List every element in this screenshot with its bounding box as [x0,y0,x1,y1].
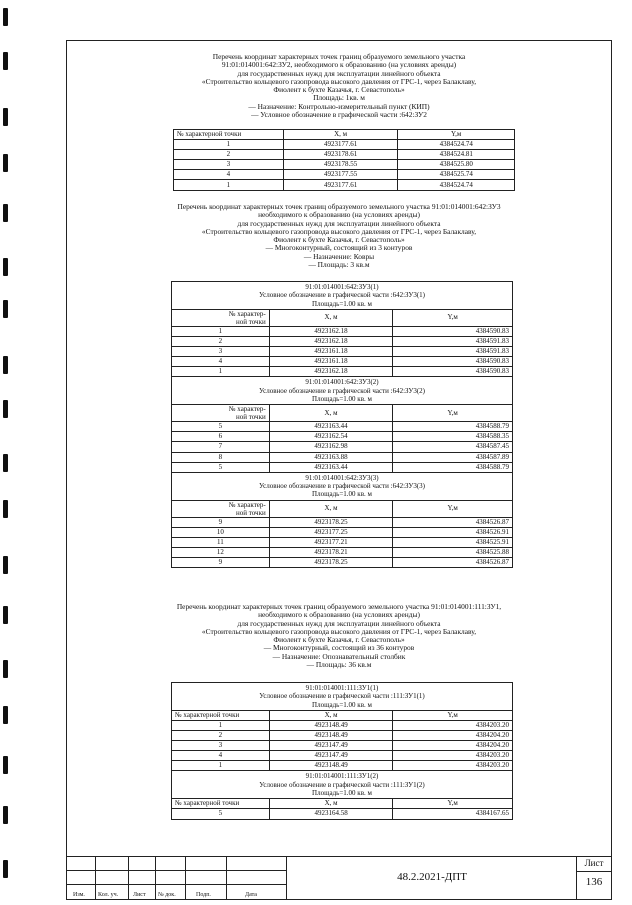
title-block [67,856,611,899]
table-row: 1 4923162.18 4384590.83 [172,326,513,336]
section3-header [67,603,611,669]
table-row: 9 4923178.25 4384526.87 [172,517,513,527]
area-line: Площадь: 1кв. м [313,93,365,103]
table-row: 3 4923161.18 4384591.83 [172,347,513,357]
sheet-label: Лист [584,858,604,868]
header-x: X, м [283,130,398,140]
table-row: 12 4923178.21 4384525.88 [172,547,513,557]
sheet-number: 136 [585,876,603,888]
purpose-line: — Назначение: Контрольно-измерительный пункт (КИП) [248,101,430,111]
heading-line: для государственных нужд для эксплуатации линейного объекта [237,68,441,78]
table-row: 3 4923147.49 4384204.20 [172,741,513,751]
heading-line: для государственных нужд для эксплуатации линейного объекта [237,218,441,228]
heading-line: Перечень координат характерных точек границ образуемого земельного участка [212,52,466,61]
contour-head: 91:01:014001:111:ЗУ1(1) Условное обозначение в графической части :111:ЗУ1(1) Площадь=1.00 кв. м [172,683,513,711]
header-point: № характер- ной точки [172,309,270,326]
header-x: X, м [269,405,393,422]
heading-line: 91:01:014001:642:ЗУ2, необходимого к образованию (на условиях аренды) [221,60,457,70]
header-y: Y,м [393,405,513,422]
table-row: 5 4923163.44 4384588.79 [172,462,513,472]
heading-line: необходимого к образованию (на условиях аренды) [258,610,420,620]
heading-line: «Строительство кольцевого газопровода высокого давления от ГРС-1, через Балаклаву, [201,76,477,86]
table-row: 5 4923164.58 4384167.65 [172,809,513,819]
header-y: Y,м [393,710,513,720]
multicontour-line: — Многоконтурный, состоящий из 3 контуров [265,243,413,253]
heading-line: для государственных нужд для эксплуатации линейного объекта [237,618,441,628]
table-row: 1 4923148.49 4384203.20 [172,761,513,771]
heading-line: «Строительство кольцевого газопровода высокого давления от ГРС-1, через Балаклаву, [201,626,477,636]
table-row: 6 4923162.54 4384588.35 [172,432,513,442]
stamp-label-list: Лист [133,892,146,898]
header-point: № характерной точки [172,799,270,809]
heading-line: Перечень координат характерных точек границ образуемого земельного участка 91:01:014001:111:ЗУ1, [176,602,502,611]
stamp-label-izm: Изм. [73,892,85,898]
purpose-line: — Назначение: Опознавательный столбик [272,651,406,661]
table-row: 1 4923177.61 4384524.74 [174,140,515,150]
purpose-line: — Назначение: Ковры [303,251,375,261]
table-row: 4 4923147.49 4384203.20 [172,751,513,761]
table-row: 9 4923178.25 4384526.87 [172,557,513,567]
table-row: 1 4923148.49 4384203.20 [172,720,513,730]
coordinates-table-zu3 [171,281,513,568]
multicontour-line: — Многоконтурный, состоящий из 36 контуров [263,643,415,653]
heading-line: Фиолент к бухте Казачья, г. Севастополь» [273,235,405,245]
header-y: Y,м [398,130,515,140]
area-line: — Площадь: 36 кв.м [306,660,372,670]
stamp-label-kol-uch: Кол. уч. [98,892,119,898]
area-line: — Площадь: 3 кв.м [308,260,370,270]
header-x: X, м [269,309,393,326]
table-row: 4 4923177.55 4384525.74 [174,170,515,180]
stamp-label-date: Дата [245,892,257,898]
header-y: Y,м [393,500,513,517]
header-point: № характерной точки [172,710,270,720]
table-row: 11 4923177.21 4384525.91 [172,537,513,547]
table-row: 3 4923178.55 4384525.80 [174,160,515,170]
header-x: X, м [269,500,393,517]
table-row: 10 4923177.25 4384526.91 [172,527,513,537]
coordinates-table-zu1 [171,682,513,820]
header-point: № характер- ной точки [172,405,270,422]
heading-line: Перечень координат характерных точек границ образуемого земельного участка 91:01:014001:642:ЗУ3 [177,202,501,211]
table-row: 7 4923162.98 4384587.45 [172,442,513,452]
table-row: 8 4923163.88 4384587.89 [172,452,513,462]
stamp-label-signature: Подп. [196,892,211,898]
table-row: 4 4923161.18 4384590.83 [172,357,513,367]
section1-header [67,53,611,119]
header-point: № характер- ной точки [172,500,270,517]
table-row: 2 4923162.18 4384591.83 [172,336,513,346]
contour-head: 91:01:014001:642:ЗУ3(1) Условное обозначение в графической части :642:ЗУ3(1) Площадь=1.00 кв. м [172,282,513,310]
table-row: 1 4923177.61 4384524.74 [174,180,515,190]
document-code: 48.2.2021-ДПТ [397,871,467,883]
heading-line: Фиолент к бухте Казачья, г. Севастополь» [273,635,405,645]
table-row: 2 4923148.49 4384204.20 [172,731,513,741]
header-point: № характерной точки [174,130,284,140]
document-frame [66,40,612,900]
heading-line: «Строительство кольцевого газопровода высокого давления от ГРС-1, через Балаклаву, [201,226,477,236]
table-row: 2 4923178.61 4384524.81 [174,150,515,160]
table-row: 1 4923162.18 4384590.83 [172,367,513,377]
heading-line: необходимого к образованию (на условиях аренды) [258,210,420,220]
heading-line: Фиолент к бухте Казачья, г. Севастополь» [273,85,405,95]
table-row: 5 4923163.44 4384588.79 [172,422,513,432]
contour-head: 91:01:014001:642:ЗУ3(2) Условное обозначение в графической части :642:ЗУ3(2) Площадь=1.00 кв. м [172,377,513,405]
header-y: Y,м [393,309,513,326]
contour-head: 91:01:014001:642:ЗУ3(3) Условное обозначение в графической части :642:ЗУ3(3) Площадь=1.00 кв. м [172,472,513,500]
designation-line: — Условное обозначение в графической части :642:ЗУ2 [251,110,427,120]
coordinates-table-zu2 [173,129,515,191]
header-x: X, м [269,799,393,809]
header-y: Y,м [393,799,513,809]
contour-head: 91:01:014001:111:ЗУ1(2) Условное обозначение в графической части :111:ЗУ1(2) Площадь=1.00 кв. м [172,771,513,799]
section2-header [67,203,611,269]
header-x: X, м [269,710,393,720]
stamp-label-doc-number: № док. [158,892,176,898]
